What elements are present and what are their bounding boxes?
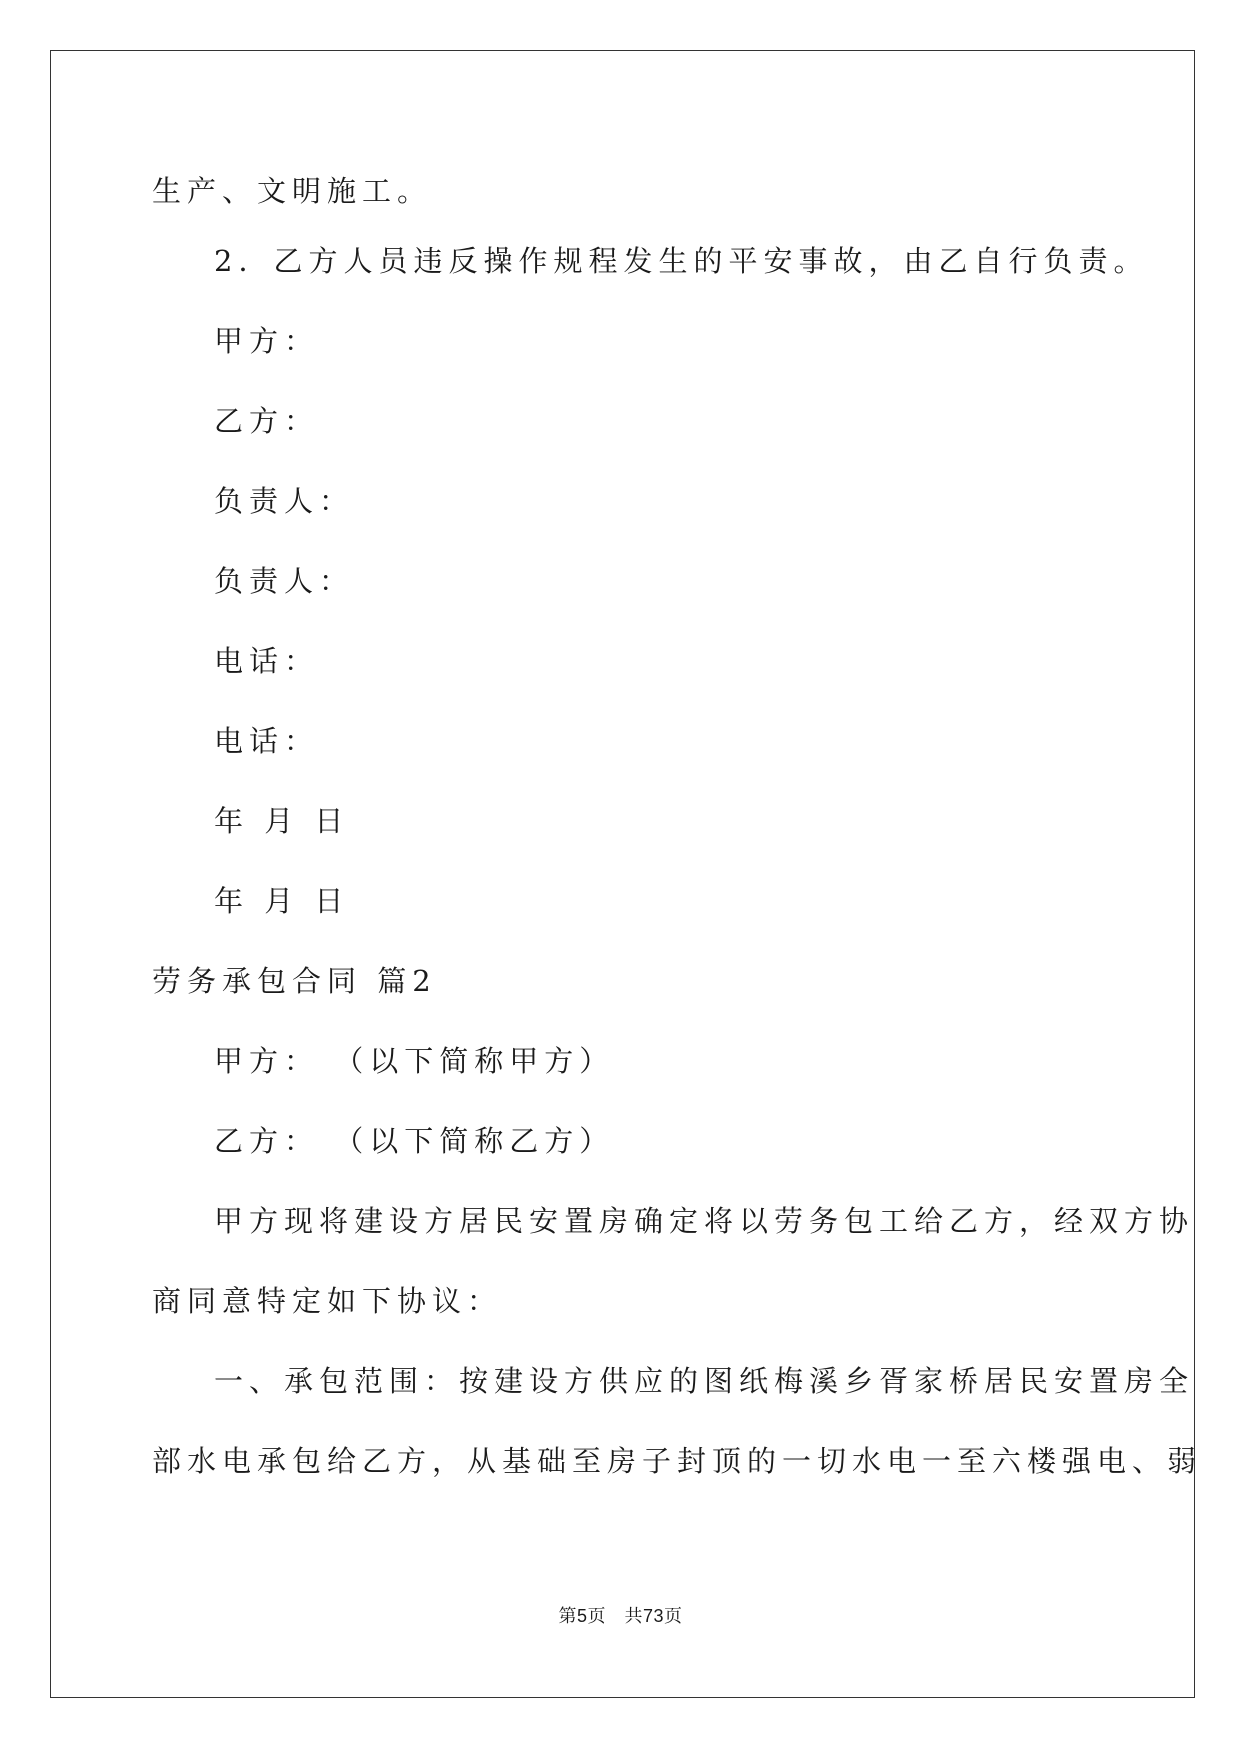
body-line-17: 部水电承包给乙方，从基础至房子封顶的一切水电一至六楼强电、弱 [152, 1444, 1203, 1478]
body-line-8: 电话： [214, 724, 320, 758]
body-line-7: 电话： [214, 644, 320, 678]
body-line-16: 一、承包范围：按建设方供应的图纸梅溪乡胥家桥居民安置房全 [214, 1364, 1195, 1398]
body-line-2: 2．乙方人员违反操作规程发生的平安事故，由乙自行负责。 [214, 244, 1149, 278]
footer-middle: 页 共 [587, 1606, 643, 1627]
body-line-9: 年 月 日 [214, 804, 350, 838]
body-line-15: 商同意特定如下协议： [152, 1284, 503, 1318]
section-heading: 劳务承包合同 篇2 [152, 964, 437, 998]
footer-total-pages: 73 [642, 1606, 665, 1626]
body-line-4: 乙方： [214, 404, 320, 438]
body-line-3: 甲方： [214, 324, 320, 358]
body-line-10: 年 月 日 [214, 884, 350, 918]
body-line-1: 生产、文明施工。 [152, 174, 433, 208]
body-line-13: 乙方： （以下简称乙方） [214, 1124, 615, 1158]
footer-suffix: 页 [664, 1606, 683, 1627]
body-line-14: 甲方现将建设方居民安置房确定将以劳务包工给乙方，经双方协 [214, 1204, 1195, 1238]
footer-prefix: 第 [558, 1606, 577, 1627]
body-line-6: 负责人： [214, 564, 355, 598]
footer-current-page: 5 [576, 1606, 588, 1626]
body-line-5: 负责人： [214, 484, 355, 518]
body-line-12: 甲方： （以下简称甲方） [214, 1044, 615, 1078]
page-footer [0, 1602, 1241, 1628]
